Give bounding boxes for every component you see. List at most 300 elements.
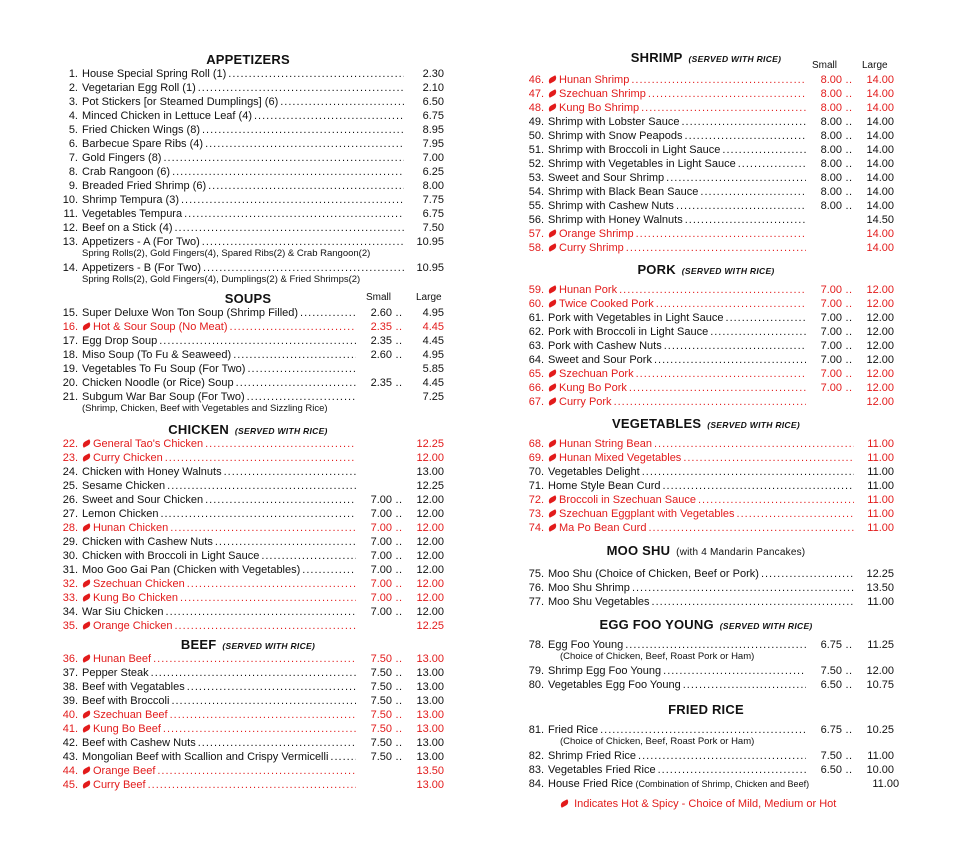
chili-pepper-icon (547, 89, 557, 98)
item-number: 45. (62, 779, 78, 791)
leader-dots (159, 334, 356, 348)
chili-pepper-icon (81, 579, 91, 588)
item-name: Shrimp with Honey Walnuts (548, 214, 683, 226)
menu-item-row (52, 81, 444, 95)
item-number: 29. (62, 536, 78, 548)
item-number: 60. (528, 298, 544, 310)
section-heading-moo-shu: MOO SHU (with 4 Mandarin Pancakes) (606, 543, 806, 558)
item-name: Curry Beef (93, 779, 146, 791)
menu-item-row (518, 185, 894, 199)
item-price-small: 7.50 (370, 723, 392, 735)
price-separator: .. (845, 354, 853, 366)
item-price-large: 5.85 (422, 363, 444, 375)
menu-item-row (52, 563, 444, 577)
item-name: Appetizers - B (For Two) (82, 262, 201, 274)
item-number: 6. (68, 138, 78, 150)
menu-item-row (52, 521, 444, 535)
leader-dots (224, 465, 356, 479)
menu-item-row (518, 101, 894, 115)
menu-item-row (52, 221, 444, 235)
item-price-small: 7.50 (370, 681, 392, 693)
item-name: Curry Shrimp (559, 242, 624, 254)
menu-item-row (518, 749, 894, 763)
leader-dots (170, 521, 356, 535)
item-name: Hunan Beef (93, 653, 152, 665)
item-price-large: 14.00 (866, 88, 894, 100)
item-name: General Tao's Chicken (93, 438, 204, 450)
chili-pepper-icon (81, 621, 91, 630)
item-number: 64. (528, 354, 544, 366)
leader-dots (652, 595, 854, 609)
item-number: 73. (528, 508, 544, 520)
item-number: 37. (62, 667, 78, 679)
menu-item-row (52, 666, 444, 680)
item-price-small: 7.50 (820, 665, 842, 677)
menu-item-row (52, 591, 444, 605)
price-separator: .. (395, 737, 403, 749)
item-price-large: 14.00 (866, 228, 894, 240)
price-separator: .. (845, 144, 853, 156)
item-price-large: 12.00 (866, 382, 894, 394)
item-number: 49. (528, 116, 544, 128)
leader-dots (198, 81, 404, 95)
price-separator: .. (395, 606, 403, 618)
price-separator: .. (845, 326, 853, 338)
leader-dots (636, 367, 806, 381)
menu-item-row (518, 723, 894, 737)
item-note: (Choice of Chicken, Beef, Roast Pork or Ham) (560, 651, 755, 662)
item-name: Moo Goo Gai Pan (Chicken with Vegetables) (82, 564, 301, 576)
item-price-large: 14.00 (866, 74, 894, 86)
leader-dots (685, 213, 806, 227)
price-separator: .. (845, 102, 853, 114)
item-price-large: 13.00 (416, 653, 444, 665)
size-header-large: Large (416, 292, 442, 303)
menu-item-row (518, 638, 894, 652)
menu-item-row (518, 507, 894, 521)
item-price-large: 11.00 (867, 750, 894, 762)
item-price-small: 8.00 (820, 116, 842, 128)
price-separator: .. (845, 382, 853, 394)
item-price-large: 12.00 (416, 578, 444, 590)
item-name: Orange Beef (93, 765, 156, 777)
item-name: Minced Chicken in Lettuce Leaf (4) (82, 110, 252, 122)
leader-dots (202, 123, 404, 137)
item-price-large: 13.00 (416, 751, 444, 763)
price-separator: .. (395, 723, 403, 735)
leader-dots (205, 493, 356, 507)
item-price-large: 14.00 (866, 102, 894, 114)
item-price-small: 2.35 (370, 321, 392, 333)
item-name: Moo Shu (Choice of Chicken, Beef or Pork) (548, 568, 759, 580)
item-name: Home Style Bean Curd (548, 480, 661, 492)
leader-dots (165, 451, 356, 465)
leader-dots (302, 563, 356, 577)
hot-spicy-legend: Indicates Hot & Spicy - Choice of Mild, Medium or Hot (560, 798, 836, 810)
item-note-inline: (Combination of Shrimp, Chicken and Beef) (632, 779, 810, 789)
item-name: Hunan Shrimp (559, 74, 630, 86)
item-name: Shrimp with Broccoli in Light Sauce (548, 144, 721, 156)
chili-pepper-icon (81, 724, 91, 733)
item-name: Chicken with Broccoli in Light Sauce (82, 550, 260, 562)
item-name: Beef with Vegatables (82, 681, 185, 693)
item-price-small: 8.00 (820, 172, 842, 184)
leader-dots (631, 73, 806, 87)
item-number: 23. (62, 452, 78, 464)
item-price-small: 7.00 (370, 564, 392, 576)
item-name: Beef on a Stick (4) (82, 222, 173, 234)
item-price-large: 12.00 (416, 550, 444, 562)
item-price: 11.00 (867, 452, 894, 464)
item-name: Hot & Sour Soup (No Meat) (93, 321, 228, 333)
menu-item-row (518, 479, 894, 493)
item-price-small: 8.00 (820, 158, 842, 170)
menu-item-row (52, 109, 444, 123)
leader-dots (629, 381, 806, 395)
menu-item-row (518, 678, 894, 692)
menu-item-row (518, 325, 894, 339)
item-price-large: 4.95 (422, 349, 444, 361)
item-price-large: 13.00 (416, 695, 444, 707)
leader-dots (641, 101, 806, 115)
item-price-small: 8.00 (820, 130, 842, 142)
item-name: Shrimp Tempura (3) (82, 194, 179, 206)
item-note: Spring Rolls(2), Gold Fingers(4), Dumplings(2) & Fried Shrimps(2) (82, 274, 361, 285)
price-separator: .. (845, 340, 853, 352)
item-name: Vegetables Tempura (82, 208, 183, 220)
item-price-small: 7.00 (370, 536, 392, 548)
item-name: Vegetables To Fu Soup (For Two) (82, 363, 246, 375)
leader-dots (648, 521, 854, 535)
item-price: 10.95 (416, 236, 444, 248)
leader-dots (170, 708, 356, 722)
menu-item-row (52, 137, 444, 151)
item-name: Super Deluxe Won Ton Soup (Shrimp Filled) (82, 307, 299, 319)
section-heading-beef: BEEF (SERVED WITH RICE) (180, 637, 316, 652)
leader-dots (163, 151, 404, 165)
price-separator: .. (845, 158, 853, 170)
leader-dots (664, 339, 806, 353)
chili-pepper-icon (81, 593, 91, 602)
item-number: 58. (528, 242, 544, 254)
item-price-small: 8.00 (820, 186, 842, 198)
menu-item-row (52, 376, 444, 390)
item-name: Shrimp with Vegetables in Light Sauce (548, 158, 736, 170)
item-name: Moo Shu Shrimp (548, 582, 630, 594)
item-name: Orange Shrimp (559, 228, 634, 240)
menu-item-row (52, 165, 444, 179)
item-price-small: 8.00 (820, 74, 842, 86)
price-separator: .. (395, 709, 403, 721)
item-number: 2. (68, 82, 78, 94)
item-price-large: 12.25 (416, 438, 444, 450)
leader-dots (203, 261, 404, 275)
price-separator: .. (395, 695, 403, 707)
menu-item-row (52, 235, 444, 249)
item-number: 11. (63, 208, 78, 220)
item-number: 5. (68, 124, 78, 136)
item-name: Orange Chicken (93, 620, 173, 632)
item-price-large: 10.25 (866, 724, 894, 736)
item-name: House Fried Rice (Combination of Shrimp, Chicken and Beef) (548, 778, 810, 790)
leader-dots (330, 750, 356, 764)
item-price-large: 12.00 (866, 284, 894, 296)
item-number: 80. (528, 679, 544, 691)
item-number: 70. (528, 466, 544, 478)
item-number: 54. (528, 186, 544, 198)
item-number: 10. (62, 194, 78, 206)
item-price-small: 7.50 (370, 695, 392, 707)
item-name: Szechuan Chicken (93, 578, 185, 590)
item-price-large: 12.00 (416, 452, 444, 464)
leader-dots (663, 479, 855, 493)
item-price-small: 2.35 (370, 377, 392, 389)
menu-item-row (52, 605, 444, 619)
price-separator: .. (845, 665, 853, 677)
price-separator: .. (845, 172, 853, 184)
menu-item-row (52, 179, 444, 193)
menu-item-row (518, 241, 894, 255)
item-number: 62. (528, 326, 544, 338)
menu-item-row (52, 465, 444, 479)
leader-dots (205, 137, 404, 151)
item-price-small: 7.00 (820, 382, 842, 394)
item-number: 78. (528, 639, 544, 651)
item-number: 44. (62, 765, 78, 777)
item-number: 76. (528, 582, 544, 594)
section-heading-chicken: CHICKEN (SERVED WITH RICE) (168, 422, 328, 437)
menu-item-row (52, 390, 444, 404)
item-name: Sweet and Sour Shrimp (548, 172, 665, 184)
item-name: Vegetables Delight (548, 466, 640, 478)
menu-item-row (52, 493, 444, 507)
item-number: 36. (62, 653, 78, 665)
item-name: Barbecue Spare Ribs (4) (82, 138, 204, 150)
menu-item-row (518, 595, 894, 609)
section-heading-appetizers: APPETIZERS (206, 52, 290, 67)
leader-dots (683, 678, 806, 692)
menu-item-row (52, 764, 444, 778)
leader-dots (738, 157, 806, 171)
chili-pepper-icon (547, 369, 557, 378)
item-price-large: 12.00 (866, 326, 894, 338)
item-price: 7.75 (422, 194, 444, 206)
section-heading-soups: SOUPS (224, 291, 272, 306)
item-name: Curry Pork (559, 396, 612, 408)
item-name: Vegetables Fried Rice (548, 764, 656, 776)
chili-pepper-icon (81, 439, 91, 448)
chili-pepper-icon (547, 495, 557, 504)
item-price-large: 4.45 (422, 377, 444, 389)
chili-pepper-icon (547, 243, 557, 252)
menu-item-row (52, 619, 444, 633)
item-price-large: 12.00 (866, 312, 894, 324)
item-price-small: 2.35 (370, 335, 392, 347)
item-name: Lemon Chicken (82, 508, 159, 520)
leader-dots (626, 241, 806, 255)
item-price-large: 12.00 (416, 494, 444, 506)
menu-item-row (518, 297, 894, 311)
item-number: 32. (62, 578, 78, 590)
item-number: 14. (62, 262, 78, 274)
item-price: 11.00 (867, 522, 894, 534)
item-name: Pork with Cashew Nuts (548, 340, 662, 352)
menu-item-row (52, 151, 444, 165)
item-name: Kung Bo Beef (93, 723, 161, 735)
item-number: 20. (62, 377, 78, 389)
leader-dots (261, 549, 356, 563)
item-name: Egg Foo Young (548, 639, 624, 651)
price-separator: .. (395, 550, 403, 562)
price-separator: .. (395, 522, 403, 534)
menu-item-row (518, 157, 894, 171)
chili-pepper-icon (81, 710, 91, 719)
item-price: 8.00 (422, 180, 444, 192)
menu-item-row (52, 261, 444, 275)
leader-dots (160, 507, 356, 521)
item-price-large: 10.75 (866, 679, 894, 691)
leader-dots (676, 199, 806, 213)
section-heading-pork: PORK (SERVED WITH RICE) (637, 262, 775, 277)
item-price-small: 6.50 (820, 764, 842, 776)
item-price-large: 14.00 (866, 158, 894, 170)
item-price-large: 12.00 (866, 340, 894, 352)
item-price-large: 11.00 (872, 778, 900, 790)
item-price-small: 7.00 (820, 354, 842, 366)
menu-item-row (518, 521, 894, 535)
leader-dots (636, 227, 806, 241)
item-name: Hunan Pork (559, 284, 618, 296)
item-name: Sweet and Sour Pork (548, 354, 652, 366)
item-name: Sesame Chicken (82, 480, 166, 492)
item-price-small: 7.00 (370, 522, 392, 534)
item-name: Gold Fingers (8) (82, 152, 162, 164)
chili-pepper-icon (81, 453, 91, 462)
item-number: 4. (68, 110, 78, 122)
leader-dots (172, 165, 404, 179)
item-name: Miso Soup (To Fu & Seaweed) (82, 349, 232, 361)
leader-dots (187, 680, 356, 694)
item-name: War Siu Chicken (82, 606, 164, 618)
item-price-large: 14.50 (866, 214, 894, 226)
item-name: Ma Po Bean Curd (559, 522, 647, 534)
menu-item-row (518, 353, 894, 367)
item-name: Kung Bo Chicken (93, 592, 178, 604)
menu-item-row (518, 129, 894, 143)
leader-dots (151, 666, 356, 680)
leader-dots (685, 129, 806, 143)
item-name: Pot Stickers [or Steamed Dumplings] (6) (82, 96, 279, 108)
item-number: 13. (62, 236, 78, 248)
item-price-small: 2.60 (370, 349, 392, 361)
price-separator: .. (845, 750, 853, 762)
item-name: Fried Chicken Wings (8) (82, 124, 200, 136)
item-name: Breaded Fried Shrimp (6) (82, 180, 207, 192)
menu-item-row (52, 320, 444, 334)
item-price-small: 7.00 (820, 326, 842, 338)
item-number: 30. (62, 550, 78, 562)
item-price-small: 7.00 (370, 606, 392, 618)
item-price-large: 14.00 (866, 200, 894, 212)
item-number: 69. (528, 452, 544, 464)
item-number: 33. (62, 592, 78, 604)
item-number: 43. (62, 751, 78, 763)
leader-dots (148, 778, 356, 792)
leader-dots (300, 306, 356, 320)
item-number: 19. (62, 363, 78, 375)
item-price-small: 7.00 (820, 340, 842, 352)
item-note: (Shrimp, Chicken, Beef with Vegetables and Sizzling Rice) (82, 403, 328, 414)
item-name: Vegetarian Egg Roll (1) (82, 82, 196, 94)
item-number: 83. (528, 764, 544, 776)
item-price-large: 14.00 (866, 144, 894, 156)
item-price-large: 12.00 (866, 368, 894, 380)
item-price: 2.30 (422, 68, 444, 80)
leader-dots (654, 437, 854, 451)
menu-item-row (518, 87, 894, 101)
price-separator: .. (395, 494, 403, 506)
item-price-large: 13.00 (416, 667, 444, 679)
leader-dots (614, 395, 806, 409)
item-number: 67. (528, 396, 544, 408)
item-number: 53. (528, 172, 544, 184)
chili-pepper-icon (547, 397, 557, 406)
menu-item-row (52, 451, 444, 465)
price-separator: .. (395, 349, 403, 361)
item-price-large: 13.50 (416, 765, 444, 777)
price-separator: .. (845, 186, 853, 198)
menu-item-row (518, 213, 894, 227)
item-price-large: 12.25 (416, 620, 444, 632)
item-name: Curry Chicken (93, 452, 163, 464)
menu-item-row (518, 763, 894, 777)
price-separator: .. (395, 681, 403, 693)
leader-dots (254, 109, 404, 123)
item-number: 40. (62, 709, 78, 721)
item-price: 11.00 (867, 494, 894, 506)
leader-dots (638, 749, 806, 763)
item-note: Spring Rolls(2), Gold Fingers(4), Spared Ribs(2) & Crab Rangoon(2) (82, 248, 371, 259)
item-price: 6.25 (422, 166, 444, 178)
menu-item-row (52, 680, 444, 694)
menu-item-row (52, 362, 444, 376)
price-separator: .. (395, 564, 403, 576)
price-separator: .. (845, 679, 853, 691)
menu-item-row (52, 207, 444, 221)
item-number: 1. (68, 68, 78, 80)
item-price-large: 13.00 (416, 709, 444, 721)
menu-item-row (518, 664, 894, 678)
item-price-large: 12.00 (416, 508, 444, 520)
leader-dots (208, 179, 404, 193)
price-separator: .. (395, 653, 403, 665)
item-name: House Special Spring Roll (1) (82, 68, 227, 80)
menu-item-row (52, 750, 444, 764)
chili-pepper-icon (547, 439, 557, 448)
item-name: Vegetables Egg Foo Young (548, 679, 681, 691)
item-number: 66. (528, 382, 544, 394)
item-price: 6.75 (422, 208, 444, 220)
item-price-large: 14.00 (866, 242, 894, 254)
item-number: 75. (528, 568, 544, 580)
item-name: Chicken with Honey Walnuts (82, 466, 222, 478)
item-name: Chicken Noodle (or Rice) Soup (82, 377, 234, 389)
leader-dots (180, 591, 356, 605)
leader-dots (157, 764, 356, 778)
leader-dots (600, 723, 806, 737)
item-price-large: 14.00 (866, 116, 894, 128)
chili-pepper-icon (81, 322, 91, 331)
